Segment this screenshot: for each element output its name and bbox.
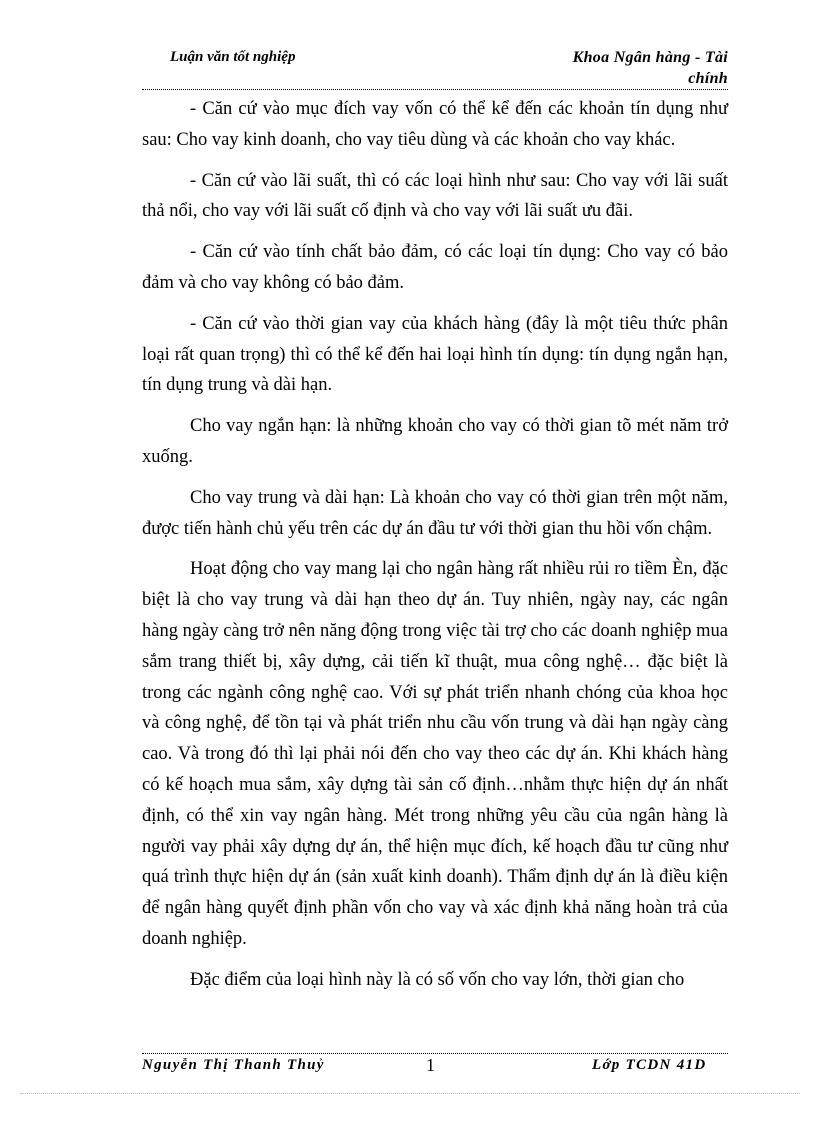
footer-author: Nguyễn Thị Thanh Thuỷ [142, 1057, 325, 1073]
paragraph: - Căn cứ vào tính chất bảo đảm, có các loại tín dụng: Cho vay có bảo đảm và cho vay không có bảo đảm. [142, 242, 728, 293]
footer-class: Lớp TCDN 41D [592, 1057, 707, 1073]
page-number: 1 [426, 1055, 435, 1075]
page-break-line [20, 1093, 800, 1094]
paragraph: - Căn cứ vào thời gian vay của khách hàng (đây là một tiêu thức phân loại rất quan trọng) thì có thể kể đến hai loại hình tín dụng: tín dụng ngắn hạn, tín dụng trung và dài hạn. [142, 313, 728, 396]
header-thesis-title: Luận văn tốt nghiệp [170, 49, 296, 65]
header-faculty: Khoa Ngân hàng - Tài chính [572, 49, 728, 87]
paragraph: Cho vay ngắn hạn: là những khoản cho vay có thời gian tõ mét năm trở xuống. [142, 416, 728, 467]
footer-divider [142, 1053, 728, 1054]
paragraph: - Căn cứ vào mục đích vay vốn có thể kể đến các khoản tín dụng như sau: Cho vay kinh doanh, cho vay tiêu dùng và các khoản cho vay khác. [142, 99, 728, 150]
paragraph: Cho vay trung và dài hạn: Là khoản cho vay có thời gian trên một năm, được tiến hành chủ yếu trên các dự án đầu tư với thời gian thu hồi vốn chậm. [142, 487, 728, 539]
paragraph: - Căn cứ vào lãi suất, thì có các loại hình như sau: Cho vay với lãi suất thả nổi, cho vay với lãi suất cố định và cho vay với lãi suất ưu đãi. [142, 170, 728, 222]
header-divider [142, 89, 728, 90]
paragraph: Đặc điểm của loại hình này là có số vốn cho vay lớn, thời gian cho [190, 969, 685, 990]
body-text [142, 94, 728, 1006]
paragraph: Hoạt động cho vay mang lại cho ngân hàng rất nhiều rủi ro tiềm Èn, đặc biệt là cho vay trung và dài hạn theo dự án. Tuy nhiên, ngày nay, các ngân hàng ngày càng trở nên năng động trong việc tài trợ cho các doanh nghiệp mua sắm trang thiết bị, xây dựng, cải tiến kĩ thuật, mua công nghệ… đặc biệt là trong các ngành công nghệ cao. Với sự phát triển nhanh chóng của khoa học và công nghệ, để tồn tại và phát triển nhu cầu vốn trung và dài hạn ngày càng cao. Và trong đó thì lại phải nói đến cho vay theo các dự án. Khi khách hàng có kế hoạch mua sắm, xây dựng tài sản cố định…nhằm thực hiện dự án nhất định, có thể xin vay ngân hàng. Mét trong những yêu cầu của ngân hàng là người vay phải xây dựng dự án, thể hiện mục đích, kế hoạch đầu tư cũng như quá trình thực hiện dự án (sản xuất kinh doanh). Thẩm định dự án là điều kiện để ngân hàng quyết định phần vốn cho vay và xác định khả năng hoàn trả của doanh nghiệp. [142, 559, 728, 949]
